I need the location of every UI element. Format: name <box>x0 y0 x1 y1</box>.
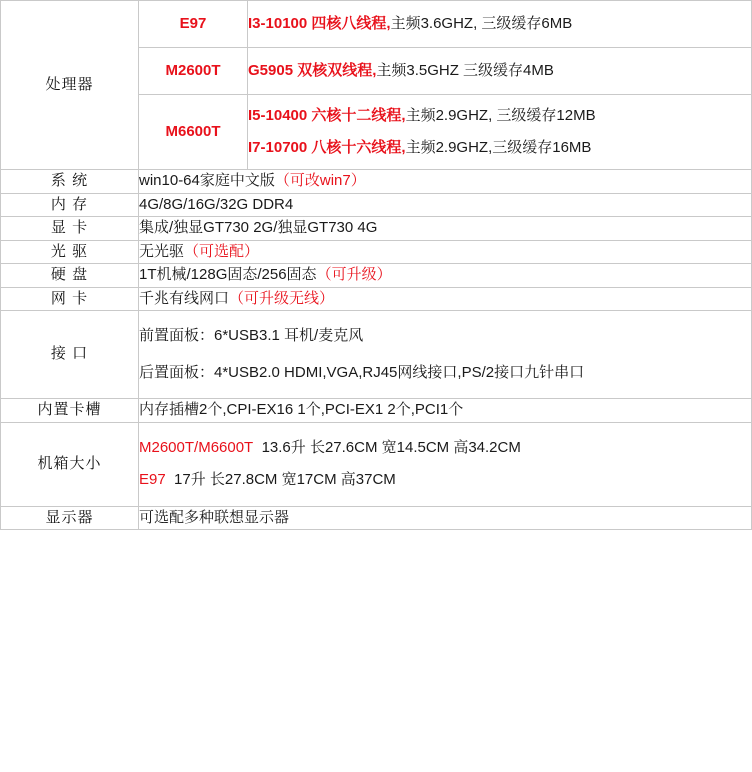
cpu-detail-e97: 主频3.6GHZ, 三级缓存6MB <box>390 14 573 32</box>
table-row-storage <box>1 264 752 288</box>
system-value-note: （可改win7） <box>274 172 366 189</box>
monitor-value-text: 可选配多种联想显示器 <box>139 508 290 526</box>
row-value-interfaces <box>139 311 752 399</box>
case-dims-m-series: 13.6升 长27.6CM 宽14.5CM 高34.2CM <box>261 438 521 456</box>
row-value-storage <box>139 264 752 288</box>
table-row-optical-drive <box>1 240 752 264</box>
case-dims-e97: 17升 长27.8CM 宽17CM 高37CM <box>174 471 396 488</box>
row-label-interfaces: 接 口 <box>1 311 139 399</box>
cpu-item-m2600t <box>139 48 751 95</box>
case-model-e97: E97 <box>139 471 166 488</box>
cpu-item-e97 <box>139 1 751 48</box>
row-label-graphics: 显 卡 <box>1 217 139 241</box>
cpu-detail-i7: 主频2.9GHZ,三级缓存16MB <box>405 138 592 156</box>
row-label-monitor: 显示器 <box>1 506 139 530</box>
row-value-system <box>139 170 752 194</box>
system-value-text: win10-64家庭中文版 <box>139 172 275 189</box>
table-row-slots <box>1 399 752 423</box>
table-row-monitor <box>1 506 752 530</box>
row-label-cpu: 处理器 <box>1 1 139 170</box>
slots-value-text: 内存插槽2个,CPI-EX16 1个,PCI-EX1 2个,PCI1个 <box>139 401 464 418</box>
table-row-system <box>1 170 752 194</box>
storage-value-text: 1T机械/128G固态/256固态 <box>139 266 317 283</box>
graphics-value-text: 集成/独显GT730 2G/独显GT730 4G <box>139 219 378 236</box>
row-value-monitor <box>139 506 752 530</box>
row-label-memory: 内 存 <box>1 193 139 217</box>
cpu-chip-m2600t: G5905 双核双线程, <box>248 61 377 79</box>
interfaces-front-panel: 前置面板：6*USB3.1 耳机/麦克风 <box>139 327 364 344</box>
row-value-case-size <box>139 422 752 506</box>
cpu-chip-e97: I3-10100 四核八线程, <box>248 14 391 32</box>
cpu-chip-i5: I5-10400 六核十二线程, <box>248 107 406 124</box>
row-label-optical-drive: 光 驱 <box>1 240 139 264</box>
cpu-desc-m2600t <box>248 48 752 95</box>
row-value-graphics <box>139 217 752 241</box>
cpu-detail-i5: 主频2.9GHZ, 三级缓存12MB <box>405 107 596 124</box>
cpu-group-cell <box>139 1 752 170</box>
cpu-desc-m6600t <box>248 95 752 170</box>
row-label-storage: 硬 盘 <box>1 264 139 288</box>
cpu-detail-m2600t: 主频3.5GHZ 三级缓存4MB <box>376 61 554 79</box>
table-row-cpu <box>1 1 752 170</box>
row-value-slots <box>139 399 752 423</box>
row-label-case-size: 机箱大小 <box>1 422 139 506</box>
cpu-model-m6600t: M6600T <box>139 95 248 170</box>
row-label-system: 系 统 <box>1 170 139 194</box>
table-row-case-size <box>1 422 752 506</box>
row-value-network <box>139 287 752 311</box>
network-value-text: 千兆有线网口 <box>139 289 230 307</box>
memory-value-text: 4G/8G/16G/32G DDR4 <box>139 195 294 213</box>
storage-value-note: （可升级） <box>316 266 392 283</box>
cpu-chip-i7: I7-10700 八核十六线程, <box>248 138 406 156</box>
table-row-interfaces <box>1 311 752 399</box>
row-value-optical-drive <box>139 240 752 264</box>
interfaces-rear-panel: 后置面板：4*USB2.0 HDMI,VGA,RJ45网线接口,PS/2接口九针串口 <box>139 363 585 381</box>
table-row-memory <box>1 193 752 217</box>
case-model-m-series: M2600T/M6600T <box>139 438 254 456</box>
row-label-slots: 内置卡槽 <box>1 399 139 423</box>
cpu-item-m6600t <box>139 95 751 170</box>
row-value-memory <box>139 193 752 217</box>
cpu-model-m2600t: M2600T <box>139 48 248 95</box>
optical-value-note: （可选配） <box>184 242 260 260</box>
table-row-graphics <box>1 217 752 241</box>
cpu-model-e97: E97 <box>139 1 248 48</box>
cpu-inner-table <box>139 1 751 169</box>
cpu-desc-e97 <box>248 1 752 48</box>
network-value-note: （可升级无线） <box>229 289 335 307</box>
row-label-network: 网 卡 <box>1 287 139 311</box>
table-row-network <box>1 287 752 311</box>
optical-value-text: 无光驱 <box>139 242 185 260</box>
